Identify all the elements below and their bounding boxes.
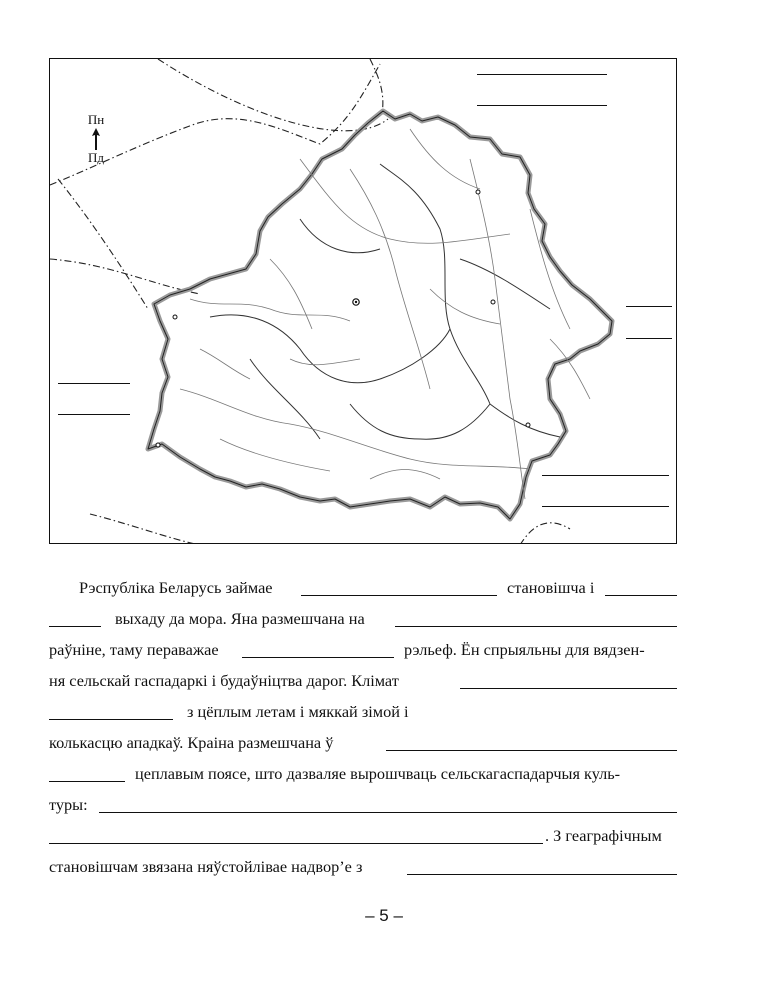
text-fragment: колькасцю ападкаў. Краіна размешчана ў: [49, 733, 334, 752]
text-fragment: становішча і: [507, 578, 595, 597]
page-number: – 5 –: [365, 906, 403, 925]
region-borders: [210, 164, 560, 439]
south-label: Пд: [87, 150, 104, 165]
answer-blank[interactable]: [49, 626, 101, 627]
text-fragment: выхаду да мора. Яна размешчана на: [115, 609, 365, 628]
answer-blank[interactable]: [395, 626, 677, 627]
text-line-3: [49, 640, 677, 666]
text-fragment: становішчам звязана няўстойлівае надвор’е з: [49, 857, 363, 876]
answer-blank[interactable]: [49, 781, 125, 782]
compass: [81, 113, 111, 165]
map-answer-line-5[interactable]: [58, 383, 130, 384]
map-answer-line-3[interactable]: [626, 306, 672, 307]
text-line-8: [49, 795, 677, 821]
text-line-10: [49, 857, 677, 883]
text-fragment: туры:: [49, 795, 88, 814]
north-arrow-icon: [91, 128, 101, 150]
text-fragment: рэльеф. Ён спрыяльны для вядзен-: [404, 640, 645, 659]
text-fragment: ня сельскай гаспадаркі і будаўніцтва дарог. Клімат: [49, 671, 399, 690]
north-label: Пн: [87, 112, 105, 127]
text-line-4: [49, 671, 677, 697]
map-answer-line-7[interactable]: [542, 475, 669, 476]
text-line-9: [49, 826, 677, 852]
answer-blank[interactable]: [605, 595, 677, 596]
map-answer-line-4[interactable]: [626, 338, 672, 339]
answer-blank[interactable]: [242, 657, 394, 658]
answer-blank[interactable]: [99, 812, 677, 813]
answer-blank[interactable]: [49, 719, 173, 720]
map-answer-line-1[interactable]: [477, 74, 607, 75]
belarus-contour-map: [50, 59, 677, 544]
answer-blank[interactable]: [407, 874, 677, 875]
text-fragment: з цёплым летам і мяккай зімой і: [187, 702, 409, 721]
answer-blank[interactable]: [49, 843, 543, 844]
text-fragment: Рэспубліка Беларусь займае: [79, 578, 273, 597]
text-fragment: раўніне, таму пераважае: [49, 640, 219, 659]
text-line-1: [49, 578, 677, 604]
map-answer-line-6[interactable]: [58, 414, 130, 415]
text-line-5: [49, 702, 677, 728]
contour-map: [49, 58, 677, 544]
answer-blank[interactable]: [460, 688, 677, 689]
text-fragment: цеплавым поясе, што дазваляе вырошчваць сельскагаспадарчыя куль-: [135, 764, 621, 783]
answer-blank[interactable]: [386, 750, 677, 751]
map-answer-line-8[interactable]: [542, 506, 669, 507]
map-answer-line-2[interactable]: [477, 105, 607, 106]
answer-blank[interactable]: [301, 595, 497, 596]
text-line-2: [49, 609, 677, 635]
text-line-6: [49, 733, 677, 759]
text-line-7: [49, 764, 677, 790]
text-fragment: . З геаграфічным: [545, 826, 662, 845]
